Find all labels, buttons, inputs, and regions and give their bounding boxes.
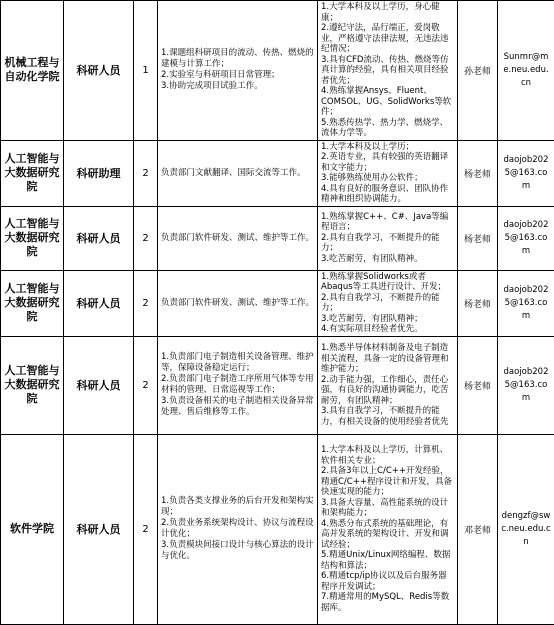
email-cell: dengzf@swc.neu.edu.cn	[498, 434, 554, 624]
duties-cell	[158, 270, 318, 336]
requirement-line: 4.熟悉分布式系统的基础理论，有高并发系统的架构设计、开发和调试经验；	[321, 519, 454, 551]
post-cell: 科研人员	[64, 206, 134, 270]
post-cell: 科研助理	[64, 140, 134, 206]
contact-cell: 孙老师	[458, 1, 498, 141]
college-cell: 机械工程与自动化学院	[1, 1, 64, 141]
requirement-line: 3.具有自我学习，不断提升的能力，有相关设备的使用经验者优先	[321, 406, 454, 427]
duty-line: 2.负责部门电子制造工序所用气体等专用材料的管理、日常巡视等工作；	[161, 374, 314, 396]
college-cell: 人工智能与大数据研究院	[1, 206, 64, 270]
requirement-line: 2.具有自我学习，不断提升的能力；	[321, 233, 454, 254]
college-cell: 人工智能与大数据研究院	[1, 140, 64, 206]
duty-line: 2.实验室与科研项目日常管理；	[161, 70, 314, 81]
requirement-line: 1.熟悉半导体材料制备及电子制造相关流程，具备一定的设备管理和维护能力；	[321, 343, 454, 375]
headcount-cell: 2	[134, 206, 158, 270]
requirement-line: 6.精通tcp/ip协议以及后台服务器程序开发调试；	[321, 571, 454, 592]
duty-line: 负责部门软件研发、测试、维护等工作。	[161, 233, 314, 244]
duty-line: 1.课题组科研项目的流动、传热、燃烧的建模与计算工作；	[161, 48, 314, 70]
duties-cell	[158, 336, 318, 434]
requirement-line: 2.英语专业，具有较强的英语翻译和文字能力；	[321, 152, 454, 173]
requirement-line: 4.有实际项目经验者优先。	[321, 324, 454, 335]
duty-line: 负责部门文献翻译、国际交流等工作。	[161, 168, 314, 179]
duty-line: 3.负责模块间接口设计与核心算法的设计与优化。	[161, 540, 314, 562]
headcount-cell: 2	[134, 140, 158, 206]
requirement-line: 1.大学本科及以上学历；	[321, 142, 454, 153]
duty-line: 1.负责部门电子制造相关设备管理、维护等，保障设备稳定运行；	[161, 352, 314, 374]
requirement-line: 7.精通常用的MySQL、Redis等数据库。	[321, 592, 454, 613]
email-cell: daojob2025@163.com	[498, 270, 554, 336]
requirements-cell	[318, 434, 458, 624]
duties-cell	[158, 140, 318, 206]
requirement-line: 3.具备大容量、高性能系统的设计和架构能力；	[321, 498, 454, 519]
table-row	[1, 336, 554, 434]
requirement-line: 2.动手能力强，工作细心，责任心强，有良好的沟通协调能力，吃苦耐劳，有团队精神；	[321, 375, 454, 407]
requirement-line: 3.吃苦耐劳，有团队精神；	[321, 314, 454, 325]
email-cell: Sunmr@me.neu.edu.cn	[498, 1, 554, 141]
college-cell: 软件学院	[1, 434, 64, 624]
college-cell: 人工智能与大数据研究院	[1, 270, 64, 336]
requirement-line: 3.具有CFD流动、传热、燃烧等仿真计算的经验，具有相关项目经验者优先；	[321, 55, 454, 87]
requirement-line: 3.吃苦耐劳，有团队精神。	[321, 254, 454, 265]
post-cell: 科研人员	[64, 336, 134, 434]
headcount-cell: 2	[134, 434, 158, 624]
requirements-cell	[318, 1, 458, 141]
requirement-line: 4.熟练掌握Ansys、Fluent、COMSOL、UG、SolidWorks等软件；	[321, 86, 454, 118]
duty-line: 3.协助完成项目试验工作。	[161, 81, 314, 92]
duties-cell	[158, 206, 318, 270]
requirement-line: 1.大学本科及以上学历，计算机、软件相关专业；	[321, 445, 454, 466]
requirement-line: 3.能够熟练使用办公软件；	[321, 173, 454, 184]
contact-cell: 杨老师	[458, 270, 498, 336]
duty-line: 3.负责设备相关的电子制造相关设备异常处理、售后维修等工作。	[161, 396, 314, 418]
contact-cell: 杨老师	[458, 206, 498, 270]
requirement-line: 5.精通Unix/Linux网络编程、数据结构和算法；	[321, 550, 454, 571]
duty-line: 1.负责各类支撑业务的后台开发和架构实现；	[161, 496, 314, 518]
headcount-cell: 1	[134, 1, 158, 141]
requirement-line: 4.具有良好的服务意识、团队协作精神和组织协调能力。	[321, 184, 454, 205]
duties-cell	[158, 434, 318, 624]
duty-line: 2.负责业务系统架构设计、协议与流程设计优化；	[161, 518, 314, 540]
requirement-line: 1.熟练掌握C++、C#、Java等编程语言；	[321, 212, 454, 233]
email-cell: daojob2025@163.com	[498, 206, 554, 270]
contact-cell: 邓老师	[458, 434, 498, 624]
table-body	[1, 0, 554, 624]
requirement-line: 2.遵纪守法，品行端正，爱岗敬业，严格遵守法律法规，无违法违纪情况；	[321, 23, 454, 55]
table-row	[1, 270, 554, 336]
requirements-cell	[318, 140, 458, 206]
table-row	[1, 1, 554, 141]
duties-cell	[158, 1, 318, 141]
email-cell: daojob2025@163.com	[498, 140, 554, 206]
requirement-line: 1.熟练掌握Solidworks或者Abaqus等工具进行设计、开发； 2.具有自我学习，不断提升的能力；	[321, 272, 454, 314]
duty-line: 负责部门软件研发、测试、维护等工作。	[161, 298, 314, 309]
college-cell: 人工智能与大数据研究院	[1, 336, 64, 434]
post-cell: 科研人员	[64, 1, 134, 141]
requirement-line: 5.熟悉传热学、热力学、燃烧学、流体力学等。	[321, 118, 454, 139]
email-cell: daojob2025@163.com	[498, 336, 554, 434]
headcount-cell: 2	[134, 270, 158, 336]
headcount-cell: 2	[134, 336, 158, 434]
contact-cell: 杨老师	[458, 336, 498, 434]
post-cell: 科研人员	[64, 270, 134, 336]
requirement-line: 2.具备3年以上C/C++开发经验，精通C/C++程序设计和开发，具备快速实现的能力；	[321, 466, 454, 498]
requirement-line: 1.大学本科及以上学历，身心健康；	[321, 2, 454, 23]
table-row	[1, 140, 554, 206]
requirements-cell	[318, 336, 458, 434]
table-row	[1, 434, 554, 624]
table-row	[1, 206, 554, 270]
contact-cell: 杨老师	[458, 140, 498, 206]
requirements-cell	[318, 270, 458, 336]
requirements-cell	[318, 206, 458, 270]
post-cell: 科研人员	[64, 434, 134, 624]
